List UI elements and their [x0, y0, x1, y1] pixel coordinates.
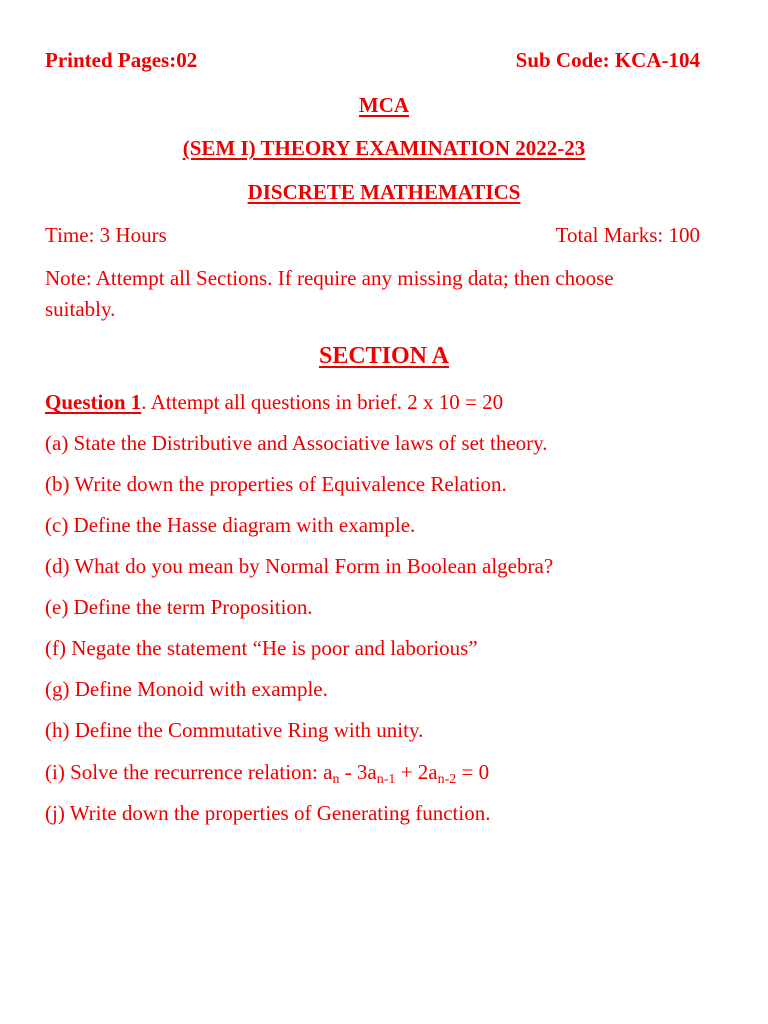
question-item-i: (i) Solve the recurrence relation: $a_n - 3a_{n-1} + 2a_{n-2} = 0$ [45, 760, 490, 787]
question-label: Question 1 [45, 390, 142, 414]
question-item-e: (e) Define the term Proposition. [45, 595, 313, 619]
question-heading [45, 389, 503, 415]
question-item-a: (a) State the Distributive and Associative laws of set theory. [45, 431, 548, 455]
question-instruction: . Attempt all questions in brief. 2 x 10 = 20 [141, 390, 504, 414]
question-item-c: (c) Define the Hasse diagram with example. [45, 513, 416, 537]
time-allowed: Time: 3 Hours [45, 223, 167, 247]
printed-pages: Printed Pages:02 [45, 48, 198, 72]
exam-title: (SEM I) THEORY EXAMINATION 2022-23 [182, 136, 586, 160]
total-marks: Total Marks: 100 [555, 223, 700, 247]
question-item-g: (g) Define Monoid with example. [45, 677, 328, 701]
header-row [45, 47, 700, 73]
subject-title: DISCRETE MATHEMATICS [247, 180, 521, 204]
question-item-f: (f) Negate the statement “He is poor and laborious” [45, 636, 478, 660]
meta-row [45, 222, 700, 248]
question-item-j: (j) Write down the properties of Generating function. [45, 801, 491, 825]
question-item-b: (b) Write down the properties of Equivalence Relation. [45, 472, 507, 496]
question-item-d: (d) What do you mean by Normal Form in Boolean algebra? [45, 554, 554, 578]
question-item-h: (h) Define the Commutative Ring with unity. [45, 718, 424, 742]
sub-code: Sub Code: KCA-104 [515, 48, 700, 72]
program-title: MCA [358, 93, 410, 117]
section-heading: SECTION A [318, 343, 450, 369]
instructions-note: Note: Attempt all Sections. If require any missing data; then choose suitably. [45, 266, 614, 321]
